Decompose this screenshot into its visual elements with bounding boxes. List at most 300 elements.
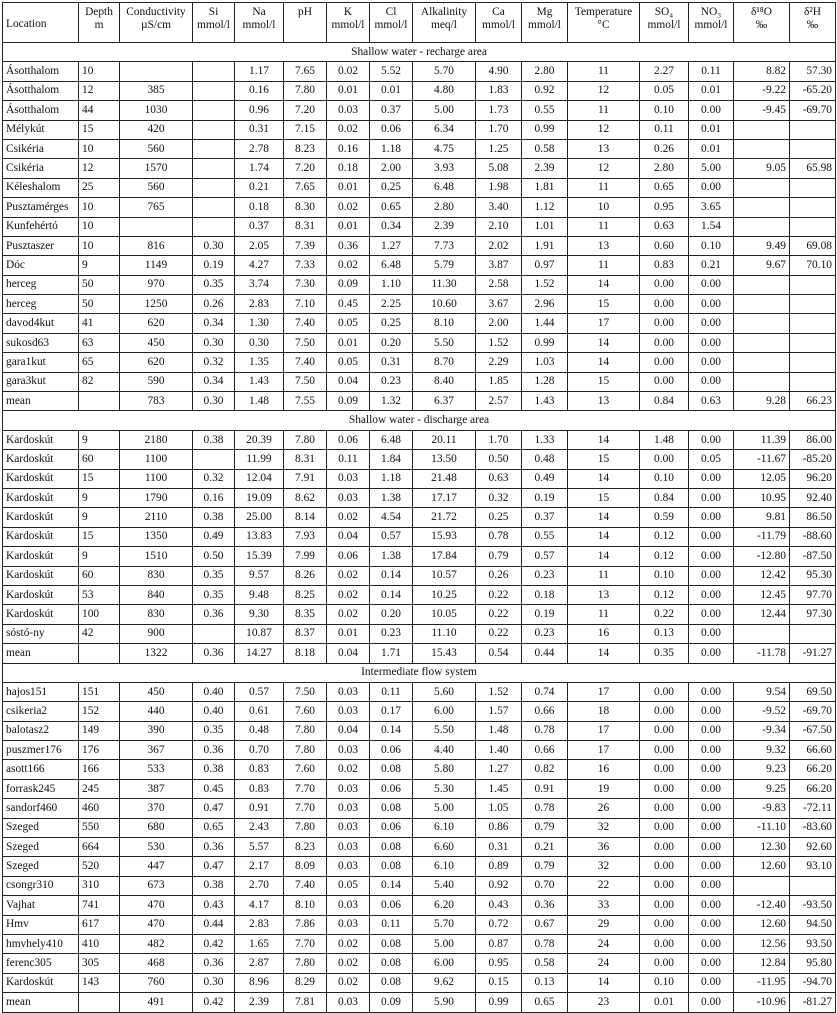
table-cell: 0.57 xyxy=(370,527,413,546)
column-header-name: Mg xyxy=(536,6,553,18)
table-cell xyxy=(79,392,120,411)
table-cell: 468 xyxy=(120,954,193,973)
table-cell: 2.57 xyxy=(476,392,522,411)
table-cell: 5.52 xyxy=(370,62,413,81)
table-cell: 0.70 xyxy=(522,876,568,895)
table-cell: 14 xyxy=(568,644,640,663)
table-cell: 0.12 xyxy=(640,547,689,566)
table-cell: 8.31 xyxy=(284,450,327,469)
table-cell: 0.63 xyxy=(689,392,734,411)
table-cell: 0.92 xyxy=(522,81,568,100)
table-cell: 0.30 xyxy=(193,973,235,992)
table-cell: 450 xyxy=(120,333,193,352)
table-cell: 1.43 xyxy=(522,392,568,411)
table-cell: 900 xyxy=(120,624,193,643)
table-cell: 93.10 xyxy=(790,857,836,876)
table-cell: 12 xyxy=(568,81,640,100)
table-cell: 0.10 xyxy=(689,236,734,255)
table-cell: 5.50 xyxy=(413,333,476,352)
location-cell: herceg xyxy=(3,275,79,294)
location-cell: Szeged xyxy=(3,818,79,837)
table-cell: 0.30 xyxy=(193,392,235,411)
table-cell: -11.78 xyxy=(734,644,790,663)
table-cell: 12 xyxy=(568,120,640,139)
table-cell: 7.55 xyxy=(284,392,327,411)
table-row xyxy=(3,954,836,973)
table-cell: 1.54 xyxy=(689,217,734,236)
location-cell: mean xyxy=(3,993,79,1012)
table-cell: 15 xyxy=(79,469,120,488)
table-cell: 4.40 xyxy=(413,741,476,760)
table-cell: 8.37 xyxy=(284,624,327,643)
table-cell: 32 xyxy=(568,857,640,876)
table-cell: 533 xyxy=(120,760,193,779)
table-cell: 0.00 xyxy=(689,295,734,314)
table-cell: 8.40 xyxy=(413,372,476,391)
table-row xyxy=(3,508,836,527)
table-cell: 15 xyxy=(79,527,120,546)
table-cell: 0.08 xyxy=(370,973,413,992)
table-cell: 447 xyxy=(120,857,193,876)
table-cell: 0.47 xyxy=(193,799,235,818)
table-cell: 152 xyxy=(79,702,120,721)
table-cell: 0.00 xyxy=(689,876,734,895)
table-cell: 0.03 xyxy=(327,488,370,507)
table-cell: 560 xyxy=(120,178,193,197)
table-cell: 0.49 xyxy=(193,527,235,546)
table-cell: 0.58 xyxy=(522,954,568,973)
table-cell: 0.72 xyxy=(476,915,522,934)
table-cell: 0.35 xyxy=(193,566,235,585)
table-cell xyxy=(193,101,235,120)
table-cell: 15.93 xyxy=(413,527,476,546)
table-cell: -87.50 xyxy=(790,547,836,566)
table-cell: 0.04 xyxy=(327,644,370,663)
table-cell: 8.25 xyxy=(284,585,327,604)
table-cell: 387 xyxy=(120,779,193,798)
table-cell: 0.03 xyxy=(327,469,370,488)
table-cell: 0.00 xyxy=(689,469,734,488)
table-cell: 0.00 xyxy=(640,702,689,721)
table-row xyxy=(3,217,836,236)
table-cell xyxy=(193,624,235,643)
table-cell xyxy=(120,62,193,81)
table-cell: 830 xyxy=(120,605,193,624)
table-cell: 7.81 xyxy=(284,993,327,1012)
table-cell: 0.38 xyxy=(193,760,235,779)
table-cell: 0.02 xyxy=(327,62,370,81)
table-cell: 14 xyxy=(568,527,640,546)
location-cell: sóstó-ny xyxy=(3,624,79,643)
table-cell: -10.96 xyxy=(734,993,790,1012)
table-cell xyxy=(790,333,836,352)
table-cell: 0.00 xyxy=(640,275,689,294)
table-cell: 8.35 xyxy=(284,605,327,624)
table-cell xyxy=(193,139,235,158)
table-row xyxy=(3,760,836,779)
table-cell: 1.71 xyxy=(370,644,413,663)
table-cell: 0.35 xyxy=(193,585,235,604)
table-cell: 0.32 xyxy=(193,353,235,372)
section-title: Shallow water - recharge area xyxy=(3,43,836,62)
table-cell: 1.30 xyxy=(235,314,284,333)
table-cell: 0.00 xyxy=(689,333,734,352)
location-cell: Kardoskút xyxy=(3,605,79,624)
table-cell: 4.90 xyxy=(476,62,522,81)
table-cell xyxy=(790,314,836,333)
column-header xyxy=(120,3,193,43)
table-cell: 176 xyxy=(79,741,120,760)
table-cell: 0.00 xyxy=(689,779,734,798)
table-cell xyxy=(790,353,836,372)
table-cell: 0.47 xyxy=(193,857,235,876)
table-cell: 1.17 xyxy=(235,62,284,81)
table-cell: 0.00 xyxy=(640,779,689,798)
location-cell: balotasz2 xyxy=(3,721,79,740)
table-cell: 10.57 xyxy=(413,566,476,585)
column-header xyxy=(79,3,120,43)
table-cell: 245 xyxy=(79,779,120,798)
table-cell: 0.05 xyxy=(689,450,734,469)
table-cell: 3.65 xyxy=(689,198,734,217)
table-cell: 6.48 xyxy=(370,430,413,449)
location-cell: gara1kut xyxy=(3,353,79,372)
table-cell: 12.04 xyxy=(235,469,284,488)
table-cell: 8.23 xyxy=(284,139,327,158)
table-cell xyxy=(734,314,790,333)
table-cell: 9.54 xyxy=(734,682,790,701)
table-cell: 0.00 xyxy=(689,973,734,992)
table-cell: 0.43 xyxy=(193,896,235,915)
table-cell: 0.12 xyxy=(640,527,689,546)
table-cell xyxy=(790,178,836,197)
table-cell: 13.50 xyxy=(413,450,476,469)
table-cell: 5.00 xyxy=(413,799,476,818)
table-cell: 0.00 xyxy=(689,353,734,372)
table-row xyxy=(3,721,836,740)
table-cell: 82 xyxy=(79,372,120,391)
table-cell: 0.70 xyxy=(235,741,284,760)
table-cell: 0.23 xyxy=(522,624,568,643)
column-header-name: K xyxy=(343,6,353,18)
location-cell: hmvhely410 xyxy=(3,934,79,953)
column-header-name: Location xyxy=(6,17,47,30)
table-cell: 0.25 xyxy=(370,314,413,333)
table-cell: 2.39 xyxy=(522,159,568,178)
table-cell: 470 xyxy=(120,915,193,934)
table-cell: 0.00 xyxy=(689,799,734,818)
table-cell xyxy=(734,333,790,352)
table-row xyxy=(3,81,836,100)
table-cell: 460 xyxy=(79,799,120,818)
table-cell xyxy=(790,217,836,236)
table-cell: 9.28 xyxy=(734,392,790,411)
table-cell: 2.83 xyxy=(235,915,284,934)
table-cell: 0.36 xyxy=(193,644,235,663)
table-cell xyxy=(734,217,790,236)
table-cell: 0.59 xyxy=(640,508,689,527)
table-cell: 0.01 xyxy=(689,120,734,139)
column-header-name: pH xyxy=(298,6,312,18)
table-cell: 0.02 xyxy=(327,954,370,973)
column-header-name: Conductivity xyxy=(126,6,186,18)
column-header xyxy=(370,3,413,43)
table-cell: 1.38 xyxy=(370,488,413,507)
table-cell: 5.79 xyxy=(413,256,476,275)
table-cell: 0.65 xyxy=(193,818,235,837)
column-header-unit: ‰ xyxy=(755,19,768,31)
table-cell: 3.93 xyxy=(413,159,476,178)
table-row xyxy=(3,644,836,663)
table-cell: 7.50 xyxy=(284,682,327,701)
table-cell: 1250 xyxy=(120,295,193,314)
table-cell: 0.14 xyxy=(370,721,413,740)
table-cell: 96.20 xyxy=(790,469,836,488)
header-row xyxy=(3,3,836,43)
table-cell: 0.01 xyxy=(327,333,370,352)
table-cell: -88.60 xyxy=(790,527,836,546)
table-cell: 0.00 xyxy=(689,857,734,876)
table-cell: 26 xyxy=(568,799,640,818)
location-cell: ferenc305 xyxy=(3,954,79,973)
table-cell: 14 xyxy=(568,353,640,372)
table-cell: 1.33 xyxy=(522,430,568,449)
table-cell: 1.05 xyxy=(476,799,522,818)
table-cell: 7.50 xyxy=(284,372,327,391)
table-cell: 86.00 xyxy=(790,430,836,449)
table-cell: -65.20 xyxy=(790,81,836,100)
table-cell: 0.02 xyxy=(327,566,370,585)
table-cell: 24 xyxy=(568,954,640,973)
table-cell: 0.57 xyxy=(235,682,284,701)
column-header-unit: µS/cm xyxy=(141,19,171,31)
table-cell: 0.36 xyxy=(193,954,235,973)
table-cell: 0.02 xyxy=(327,256,370,275)
table-cell: 0.05 xyxy=(327,314,370,333)
section-title: Shallow water - discharge area xyxy=(3,411,836,430)
table-cell: 14 xyxy=(568,275,640,294)
column-header-name: Si xyxy=(208,6,219,18)
table-cell: 0.20 xyxy=(370,605,413,624)
table-cell: 50 xyxy=(79,295,120,314)
table-cell: 1.32 xyxy=(370,392,413,411)
table-row xyxy=(3,159,836,178)
table-cell: 2180 xyxy=(120,430,193,449)
table-cell: 65 xyxy=(79,353,120,372)
table-cell: 0.92 xyxy=(476,876,522,895)
table-cell: 2.25 xyxy=(370,295,413,314)
table-cell: 24 xyxy=(568,934,640,953)
table-cell: 7.80 xyxy=(284,741,327,760)
table-cell: 0.78 xyxy=(522,799,568,818)
table-cell: 1.74 xyxy=(235,159,284,178)
table-row xyxy=(3,605,836,624)
table-cell: 97.70 xyxy=(790,585,836,604)
table-row xyxy=(3,392,836,411)
table-cell xyxy=(790,295,836,314)
table-cell: 0.22 xyxy=(640,605,689,624)
table-cell: 6.48 xyxy=(413,178,476,197)
table-cell: 8.26 xyxy=(284,566,327,585)
table-cell: 10.05 xyxy=(413,605,476,624)
table-cell: 0.42 xyxy=(193,993,235,1012)
table-row xyxy=(3,799,836,818)
table-cell: 7.30 xyxy=(284,275,327,294)
table-cell: 0.43 xyxy=(476,896,522,915)
table-row xyxy=(3,236,836,255)
table-cell: 10 xyxy=(79,236,120,255)
table-cell: 450 xyxy=(120,682,193,701)
table-cell xyxy=(193,159,235,178)
table-cell: 0.79 xyxy=(522,857,568,876)
table-cell xyxy=(734,372,790,391)
table-cell: 0.45 xyxy=(327,295,370,314)
location-cell: csongr310 xyxy=(3,876,79,895)
table-row xyxy=(3,915,836,934)
table-cell: 0.65 xyxy=(522,993,568,1012)
table-cell: 0.67 xyxy=(522,915,568,934)
table-cell: 0.00 xyxy=(640,934,689,953)
table-cell: 0.16 xyxy=(235,81,284,100)
table-row xyxy=(3,469,836,488)
table-row xyxy=(3,275,836,294)
table-cell: 1.03 xyxy=(522,353,568,372)
table-cell: 0.66 xyxy=(522,741,568,760)
table-cell: 765 xyxy=(120,198,193,217)
table-cell xyxy=(193,178,235,197)
table-cell: 0.00 xyxy=(640,682,689,701)
table-cell: 22 xyxy=(568,876,640,895)
table-cell: 1100 xyxy=(120,450,193,469)
table-cell: 0.00 xyxy=(640,353,689,372)
table-cell: 17 xyxy=(568,682,640,701)
table-cell: 66.20 xyxy=(790,760,836,779)
column-header-unit: mmol/l xyxy=(242,19,276,31)
table-cell: 0.57 xyxy=(522,547,568,566)
table-cell: -9.52 xyxy=(734,702,790,721)
table-cell: 5.08 xyxy=(476,159,522,178)
table-cell xyxy=(193,120,235,139)
location-cell: Kardoskút xyxy=(3,547,79,566)
table-cell: 0.11 xyxy=(640,120,689,139)
water-chemistry-table xyxy=(2,2,836,1013)
table-row xyxy=(3,314,836,333)
table-cell: 13 xyxy=(568,236,640,255)
table-cell: 0.11 xyxy=(370,915,413,934)
table-cell: 0.02 xyxy=(327,120,370,139)
table-cell: -11.67 xyxy=(734,450,790,469)
table-cell: 1.12 xyxy=(522,198,568,217)
table-body xyxy=(3,43,836,1013)
table-cell: -93.50 xyxy=(790,896,836,915)
column-header-unit: meq/l xyxy=(431,19,457,31)
table-cell: 23 xyxy=(568,993,640,1012)
table-cell: 11 xyxy=(568,566,640,585)
table-cell: 0.00 xyxy=(689,101,734,120)
table-cell: 10.95 xyxy=(734,488,790,507)
table-cell xyxy=(734,275,790,294)
table-cell: 12.45 xyxy=(734,585,790,604)
table-cell: 18 xyxy=(568,702,640,721)
table-cell: 19 xyxy=(568,779,640,798)
table-row xyxy=(3,838,836,857)
table-cell: 1.35 xyxy=(235,353,284,372)
table-cell: 10 xyxy=(79,217,120,236)
table-cell: 0.99 xyxy=(522,120,568,139)
table-cell: 0.00 xyxy=(640,799,689,818)
table-cell: 0.17 xyxy=(370,702,413,721)
location-cell: mean xyxy=(3,644,79,663)
table-cell xyxy=(790,624,836,643)
table-cell: 0.38 xyxy=(193,508,235,527)
table-cell: 12.05 xyxy=(734,469,790,488)
table-cell: 60 xyxy=(79,566,120,585)
table-row xyxy=(3,198,836,217)
table-cell: 0.84 xyxy=(640,392,689,411)
table-cell: 6.37 xyxy=(413,392,476,411)
table-cell: 8.70 xyxy=(413,353,476,372)
table-cell: 305 xyxy=(79,954,120,973)
table-cell: 2.96 xyxy=(522,295,568,314)
table-cell: 0.36 xyxy=(327,236,370,255)
table-cell: 12 xyxy=(568,159,640,178)
table-cell: 5.70 xyxy=(413,915,476,934)
table-cell: -12.80 xyxy=(734,547,790,566)
table-cell: 1.40 xyxy=(476,741,522,760)
table-row xyxy=(3,62,836,81)
table-cell xyxy=(734,120,790,139)
table-cell: 0.08 xyxy=(370,934,413,953)
table-cell: 0.00 xyxy=(640,314,689,333)
table-cell: 0.84 xyxy=(640,488,689,507)
table-cell: 1.38 xyxy=(370,547,413,566)
column-header-name: Cl xyxy=(385,6,397,18)
table-cell: 0.35 xyxy=(193,721,235,740)
table-cell: 8.30 xyxy=(284,198,327,217)
table-cell: 13 xyxy=(568,139,640,158)
table-cell: 11.10 xyxy=(413,624,476,643)
table-cell: 0.22 xyxy=(476,605,522,624)
table-cell: 63 xyxy=(79,333,120,352)
table-cell: 0.00 xyxy=(689,547,734,566)
column-header xyxy=(734,3,790,43)
table-cell: 0.13 xyxy=(640,624,689,643)
table-cell: 1322 xyxy=(120,644,193,663)
location-cell: forrask245 xyxy=(3,779,79,798)
table-cell: 830 xyxy=(120,566,193,585)
table-cell xyxy=(790,120,836,139)
table-cell xyxy=(120,217,193,236)
table-cell: 7.40 xyxy=(284,353,327,372)
table-cell xyxy=(193,198,235,217)
column-header-unit: ‰ xyxy=(806,19,819,31)
table-cell: 9 xyxy=(79,488,120,507)
table-cell: 4.80 xyxy=(413,81,476,100)
table-cell: 0.21 xyxy=(689,256,734,275)
table-cell: 2.39 xyxy=(413,217,476,236)
table-cell: 41 xyxy=(79,314,120,333)
table-cell: 12.42 xyxy=(734,566,790,585)
table-cell: 620 xyxy=(120,353,193,372)
table-row xyxy=(3,120,836,139)
table-cell: 0.00 xyxy=(689,314,734,333)
table-cell: 0.08 xyxy=(370,760,413,779)
table-cell: 1.98 xyxy=(476,178,522,197)
table-cell: 42 xyxy=(79,624,120,643)
table-cell: 470 xyxy=(120,896,193,915)
table-cell: -72.11 xyxy=(790,799,836,818)
table-cell: 0.45 xyxy=(193,779,235,798)
